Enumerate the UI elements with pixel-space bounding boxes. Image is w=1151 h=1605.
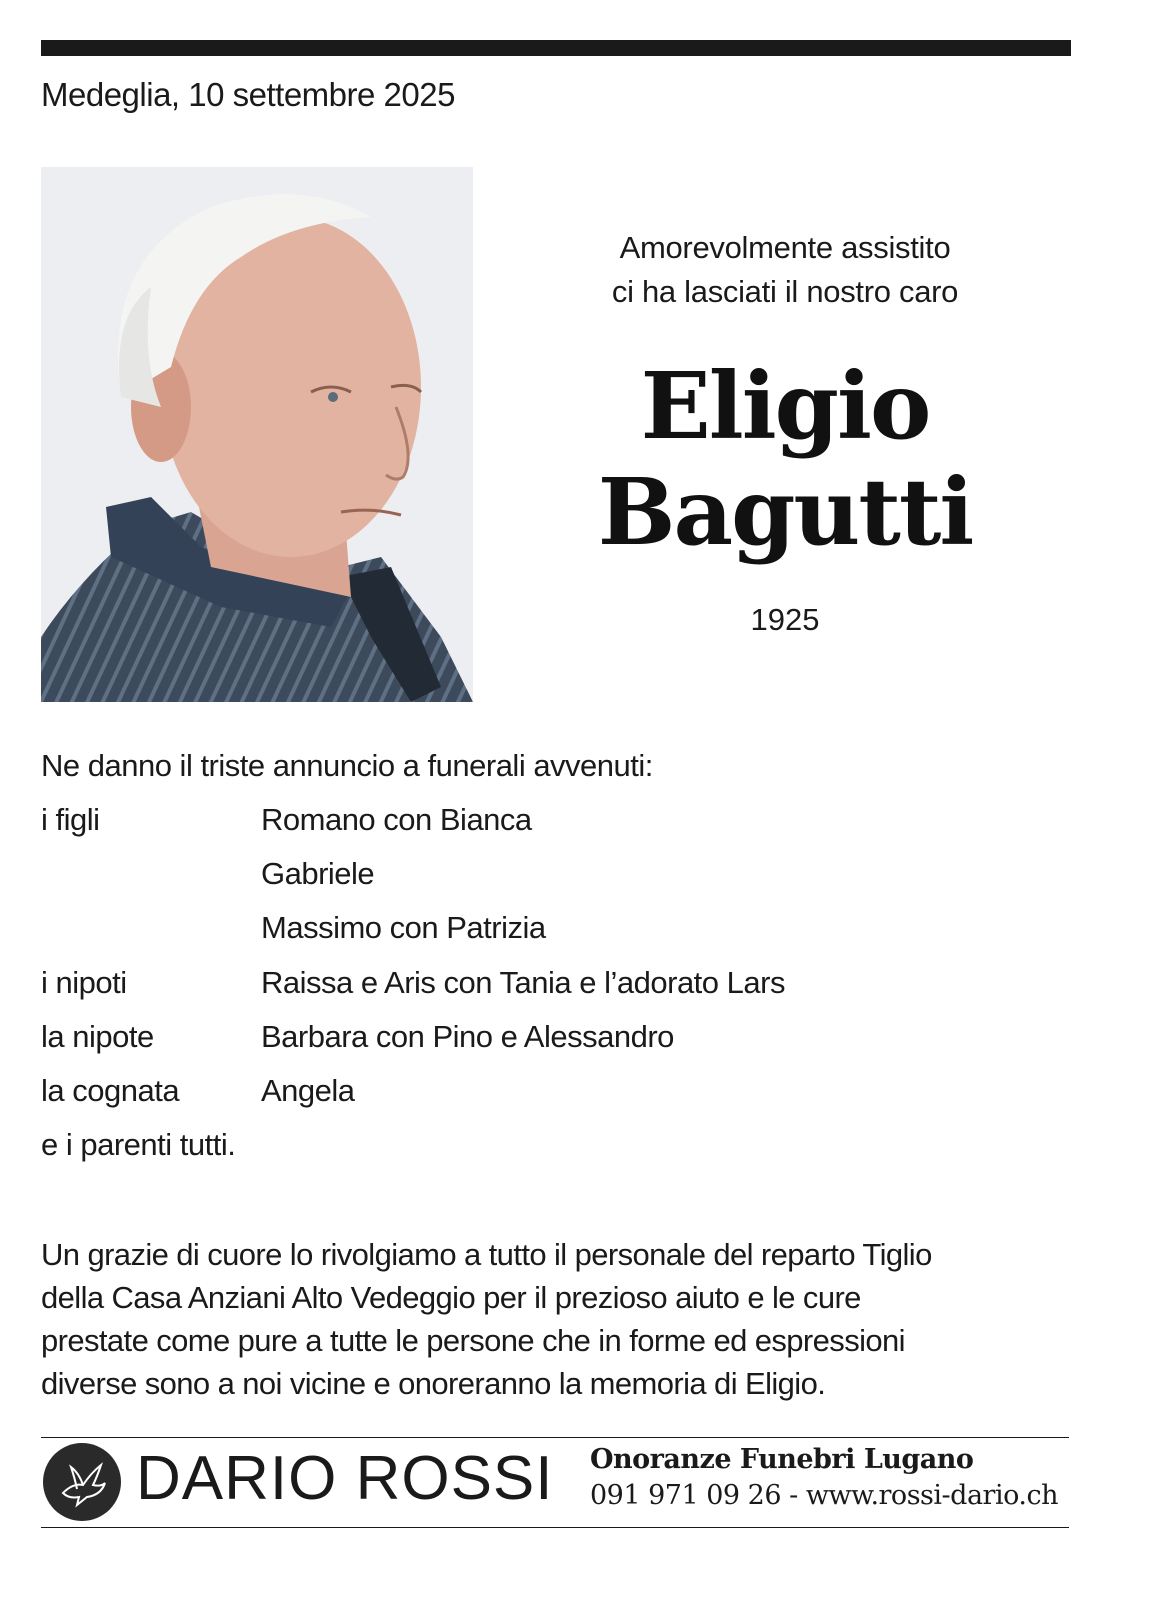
relative-label: la nipote xyxy=(41,1019,154,1054)
relative-name: Angela xyxy=(261,1073,355,1108)
thanks-line: prestate come pure a tutte le persone che in forme ed espressioni xyxy=(41,1323,905,1358)
dove-icon xyxy=(43,1443,121,1521)
intro-line-2: ci ha lasciati il nostro caro xyxy=(611,274,959,309)
thanks-paragraph xyxy=(41,1233,1071,1405)
relative-label: la cognata xyxy=(41,1073,180,1108)
relative-name: Gabriele xyxy=(261,856,375,891)
first-name: Eligio xyxy=(640,352,930,460)
thanks-line: della Casa Anziani Alto Vedeggio per il prezioso aiuto e le cure xyxy=(41,1280,861,1315)
intro-line-1: Amorevolmente assistito xyxy=(619,230,951,265)
birth-year: 1925 xyxy=(750,602,820,637)
brand-tagline: Onoranze Funebri Lugano xyxy=(590,1444,974,1475)
footer-top-rule xyxy=(41,1437,1069,1438)
brand-contact: 091 971 09 26 - www.rossi-dario.ch xyxy=(590,1480,1058,1511)
last-name: Bagutti xyxy=(597,458,973,566)
relative-name: Massimo con Patrizia xyxy=(261,910,546,945)
relative-name: Romano con Bianca xyxy=(261,802,532,837)
thanks-line: Un grazie di cuore lo rivolgiamo a tutto il personale del reparto Tiglio xyxy=(41,1237,932,1272)
relatives-closing: e i parenti tutti. xyxy=(41,1127,236,1162)
relative-name: Barbara con Pino e Alessandro xyxy=(261,1019,674,1054)
place-date: Medeglia, 10 settembre 2025 xyxy=(41,76,455,113)
relative-name: Raissa e Aris con Tania e l’adorato Lars xyxy=(261,965,785,1000)
footer-bottom-rule xyxy=(41,1527,1069,1528)
announcement-heading: Ne danno il triste annuncio a funerali avvenuti: xyxy=(41,748,653,783)
intro-text xyxy=(520,226,1050,314)
relative-label: i nipoti xyxy=(41,965,127,1000)
top-rule xyxy=(41,40,1071,56)
portrait-photo xyxy=(41,167,473,702)
relative-label: i figli xyxy=(41,802,100,837)
thanks-line: diverse sono a noi vicine e onoreranno la memoria di Eligio. xyxy=(41,1366,826,1401)
brand-name: DARIO ROSSI xyxy=(136,1444,554,1513)
